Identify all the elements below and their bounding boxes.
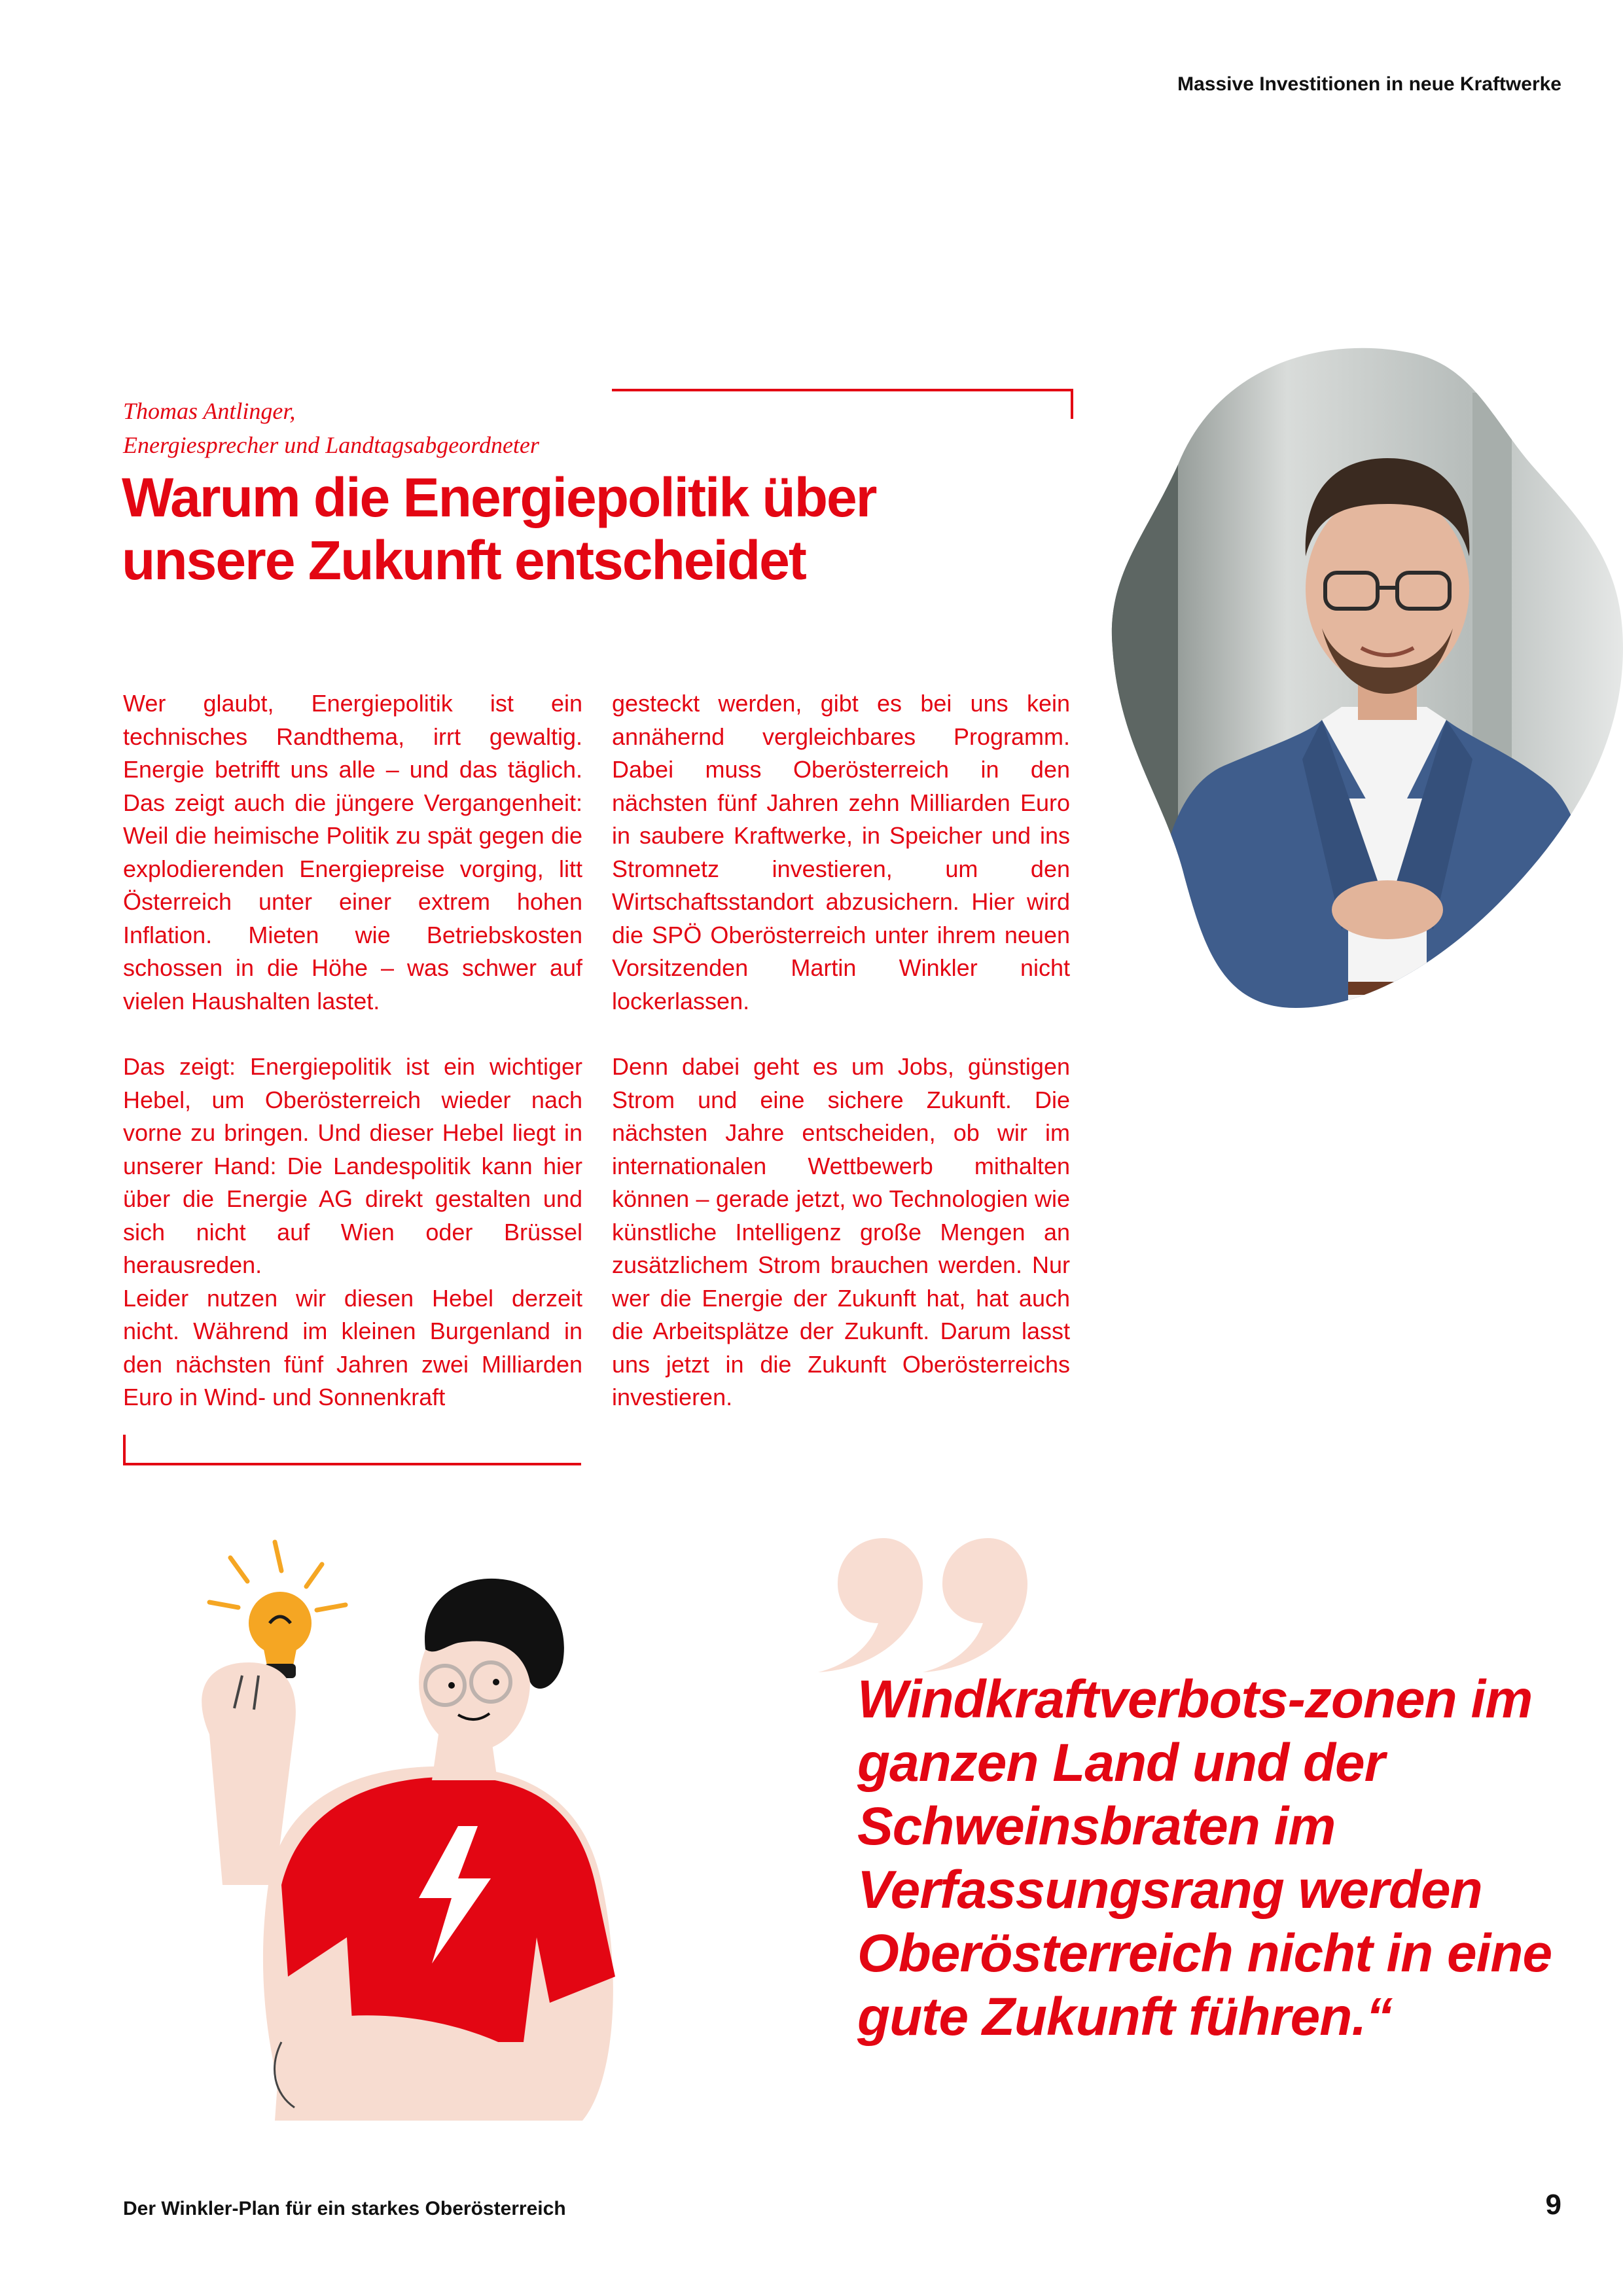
footer-publication-title: Der Winkler-Plan für ein starkes Oberösterreich xyxy=(123,2198,566,2219)
quote-mark-icon xyxy=(812,1532,1027,1682)
bottom-rule-tick xyxy=(123,1435,126,1465)
running-header: Massive Investitionen in neue Kraftwerke xyxy=(1177,73,1561,95)
lightbulb-person-illustration xyxy=(183,1518,759,2121)
paragraph: Wer glaubt, Energiepolitik ist ein technisches Randthema, irrt gewaltig. Energie betrifft uns alle – und das täglich. Das zeigt auch die jüngere Vergangenheit: Weil die heimische Politik zu spät gegen die explodierenden Energiepreise vorging, litt Österreich unter einer extrem hohen Inflation. Mieten wie Betriebskosten schossen in die Höhe – was schwer auf vielen Haushalten lastet. xyxy=(123,690,582,1014)
paragraph: gesteckt werden, gibt es bei uns kein annähernd vergleichbares Programm. Dabei muss Oberösterreich in den nächsten fünf Jahren zehn Milliarden Euro in saubere Kraftwerke, in Speicher und ins Stromnetz investieren, um den Wirtschaftsstandort abzusichern. Hier wird die SPÖ Oberösterreich unter ihrem neuen Vorsitzenden Martin Winkler nicht lockerlassen. xyxy=(612,690,1070,1014)
top-rule-tick xyxy=(1071,389,1073,419)
top-rule xyxy=(612,389,1073,391)
paragraph: Leider nutzen wir diesen Hebel derzeit nicht. Während im kleinen Burgenland in den nächsten fünf Jahren zwei Milliarden Euro in Wind- und Sonnenkraft xyxy=(123,1284,582,1410)
bottom-rule xyxy=(123,1463,581,1465)
article-headline: Warum die Energiepolitik über unsere Zukunft entscheidet xyxy=(122,467,876,591)
author-role: Energiesprecher und Landtagsabgeordneter xyxy=(123,432,539,458)
portrait-photo xyxy=(1106,340,1623,1021)
pull-quote: Windkraftverbots-zonen im ganzen Land und der Schweinsbraten im Verfassungsrang werden Oberösterreich nicht in eine gute Zukunft führen.“ xyxy=(857,1670,1552,2047)
paragraph: Denn dabei geht es um Jobs, günstigen Strom und eine sichere Zukunft. Die nächsten Jahre entscheiden, ob wir im internationalen Wettbewerb mithalten können – gerade jetzt, wo Technologien wie künstliche Intelligenz große Mengen an zusätzlichem Strom brauchen werden. Nur wer die Energie der Zukunft hat, hat auch die Arbeitsplätze der Zukunft. Darum lasst uns jetzt in die Zukunft Oberösterreichs investieren. xyxy=(612,1053,1070,1410)
author-byline xyxy=(123,394,539,462)
article-column-right xyxy=(612,687,1070,1414)
page-number: 9 xyxy=(1545,2189,1561,2221)
article-column-left xyxy=(123,687,582,1414)
author-name: Thomas Antlinger, xyxy=(123,398,296,424)
paragraph: Das zeigt: Energiepolitik ist ein wichtiger Hebel, um Oberösterreich wieder nach vorne zu bringen. Und dieser Hebel liegt in unserer Hand: Die Landespolitik kann hier über die Energie AG direkt gestalten und sich nicht auf Wien oder Brüssel herausreden. xyxy=(123,1053,582,1278)
